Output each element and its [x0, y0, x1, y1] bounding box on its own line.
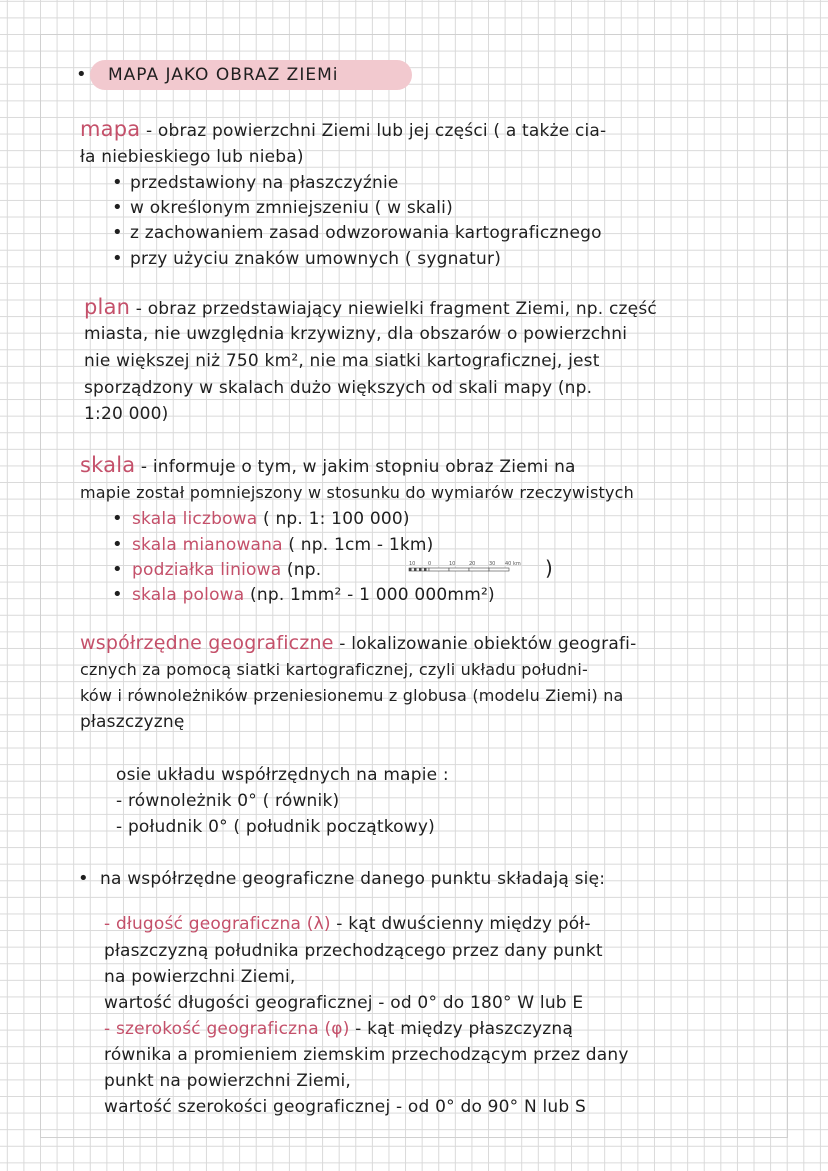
components-intro: na współrzędne geograficzne danego punktu składają się: [100, 869, 606, 889]
scale-type-name: skala liczbowa [132, 509, 258, 529]
plan-term: plan [84, 295, 131, 319]
bullet-dot: • [112, 222, 123, 243]
axis-item: - południk 0° ( południk początkowy) [116, 817, 435, 837]
bullet-dot: • [76, 64, 87, 85]
plan-definition-line: nie większej niż 750 km², nie ma siatki kartograficznej, jest [84, 351, 600, 371]
bullet-dot: • [112, 584, 123, 605]
scale-bar-close-paren: ) [545, 556, 554, 580]
longitude-line: płaszczyzną południka przechodzącego przez dany punkt [104, 941, 603, 961]
latitude-line: punkt na powierzchni Ziemi, [104, 1071, 351, 1091]
axes-title: osie układu współrzędnych na mapie : [116, 765, 449, 785]
plan-definition-line: miasta, nie uwzględnia krzywizny, dla obszarów o powierzchni [84, 324, 628, 344]
skala-bullet [132, 534, 434, 556]
wspolrzedne-text: - lokalizowanie obiektów geografi- [339, 634, 637, 654]
mapa-bullet: przedstawiony na płaszczyźnie [130, 173, 399, 193]
skala-definition-line-1 [80, 454, 576, 478]
plan-definition-line: sporządzony w skalach dużo większych od skali mapy (np. [84, 378, 593, 398]
bullet-dot: • [112, 534, 123, 555]
mapa-definition-line-1 [80, 118, 606, 142]
axis-item: - równoleżnik 0° ( równik) [116, 791, 340, 811]
latitude-text: - kąt między płaszczyzną [355, 1019, 574, 1039]
latitude-line: równika a promieniem ziemskim przechodzącym przez dany [104, 1045, 629, 1065]
latitude-range: wartość szerokości geograficznej - od 0° do 90° N lub S [104, 1097, 586, 1117]
scale-bar-label: 20 [469, 561, 476, 567]
skala-bullet [132, 508, 410, 530]
mapa-definition-line-2: ła niebieskiego lub nieba) [80, 147, 304, 167]
wspolrzedne-term: współrzędne geograficzne [80, 632, 334, 654]
mapa-term: mapa [80, 117, 141, 141]
scale-bar-label: 30 [489, 561, 496, 567]
bullet-dot: • [78, 868, 89, 889]
bullet-dot: • [112, 248, 123, 269]
wspolrzedne-definition-line: płaszczyznę [80, 712, 185, 732]
longitude-range: wartość długości geograficznej - od 0° do 180° W lub E [104, 993, 584, 1013]
wspolrzedne-definition-line: ków i równoleżników przeniesionemu z globusa (modelu Ziemi) na [80, 686, 624, 705]
scale-type-example: (np. [286, 560, 322, 580]
plan-definition-line-1 [84, 296, 657, 320]
bullet-dot: • [112, 172, 123, 193]
scale-type-example: ( np. 1: 100 000) [263, 509, 410, 529]
mapa-bullet: z zachowaniem zasad odwzorowania kartograficznego [130, 223, 602, 243]
longitude-term: - długość geograficzna (λ) [104, 914, 331, 934]
skala-definition-line-2: mapie został pomniejszony w stosunku do wymiarów rzeczywistych [80, 483, 635, 502]
skala-bullet [132, 584, 495, 606]
scale-bar-label: 40 km [505, 561, 521, 567]
mapa-text: - obraz powierzchni Ziemi lub jej części ( a także cia- [145, 121, 607, 141]
skala-text: - informuje o tym, w jakim stopniu obraz Ziemi na [140, 457, 576, 477]
wspolrzedne-definition-line-1 [80, 632, 636, 655]
mapa-bullet: w określonym zmniejszeniu ( w skali) [130, 198, 453, 218]
scale-type-name: podziałka liniowa [132, 560, 282, 580]
plan-definition-line: 1:20 000) [84, 404, 169, 424]
scale-type-name: skala mianowana [132, 535, 283, 555]
mapa-bullet: przy użyciu znaków umownych ( sygnatur) [130, 249, 502, 269]
scale-bar-label: 10 [449, 561, 456, 567]
page-title: MAPA JAKO OBRAZ ZIEMi [108, 65, 339, 85]
scale-type-example: ( np. 1cm - 1km) [288, 535, 434, 555]
wspolrzedne-definition-line: cznych za pomocą siatki kartograficznej, czyli układu południ- [80, 660, 588, 679]
scale-bar-label: 10 [409, 561, 416, 567]
scale-bar-label: 0 [428, 561, 432, 567]
bullet-dot: • [112, 559, 123, 580]
scale-type-example: (np. 1mm² - 1 000 000mm²) [250, 585, 495, 605]
bullet-dot: • [112, 508, 123, 529]
latitude-term: - szerokość geograficzna (φ) [104, 1019, 350, 1039]
longitude-text: - kąt dwuścienny między pół- [336, 914, 591, 934]
scale-type-name: skala polowa [132, 585, 245, 605]
longitude-line-1 [104, 913, 591, 935]
longitude-line: na powierzchni Ziemi, [104, 967, 296, 987]
linear-scale-bar [409, 557, 519, 579]
skala-term: skala [80, 453, 136, 477]
latitude-line-1 [104, 1018, 573, 1040]
plan-text: - obraz przedstawiający niewielki fragment Ziemi, np. część [135, 299, 657, 319]
skala-bullet [132, 559, 321, 581]
bullet-dot: • [112, 197, 123, 218]
